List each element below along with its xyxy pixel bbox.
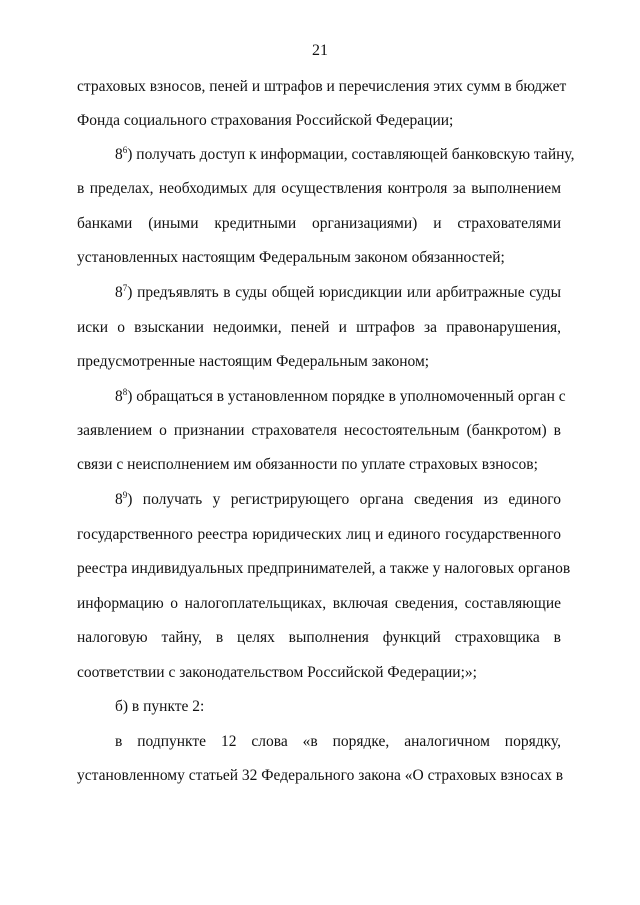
paragraph-first-line: б) в пункте 2: — [115, 698, 205, 715]
line-text: ) предъявлять в суды общей юрисдикции или арбитражные суды — [127, 284, 561, 301]
text-line: страховых взносов, пеней и штрафов и перечисления этих сумм в бюджет — [77, 78, 567, 95]
paragraph-first-line — [115, 145, 575, 166]
text-line: установленных настоящим Федеральным законом обязанностей; — [77, 249, 505, 266]
item-number: 8 — [115, 284, 123, 301]
text-line: связи с неисполнением им обязанности по уплате страховых взносов; — [77, 456, 538, 473]
paragraph-first-line — [115, 490, 561, 511]
text-line: информацию о налогоплательщиках, включая сведения, составляющие — [77, 595, 561, 612]
text-line: государственного реестра юридических лиц и единого государственного — [77, 526, 561, 543]
paragraph-first-line — [115, 387, 566, 408]
item-superscript: 9 — [122, 490, 128, 500]
text-line: соответствии с законодательством Российской Федерации;»; — [77, 664, 477, 681]
line-text: ) получать у регистрирующего органа сведения из единого — [127, 491, 561, 508]
paragraph-first-line: в подпункте 12 слова «в порядке, аналогичном порядку, — [115, 733, 561, 750]
page-number: 21 — [312, 42, 328, 59]
text-line: банками (иными кредитными организациями) и страхователями — [77, 215, 561, 232]
text-line: реестра индивидуальных предпринимателей, а также у налоговых органов — [77, 560, 571, 577]
item-number: 8 — [115, 146, 123, 163]
line-text: ) получать доступ к информации, составляющей банковскую тайну, — [127, 146, 575, 163]
paragraph-first-line — [115, 283, 561, 304]
item-superscript: 8 — [122, 387, 128, 397]
text-line: Фонда социального страхования Российской Федерации; — [77, 112, 454, 129]
text-line: установленному статьей 32 Федерального закона «О страховых взносах в — [77, 767, 564, 784]
item-superscript: 7 — [122, 283, 128, 293]
text-line: предусмотренные настоящим Федеральным законом; — [77, 353, 430, 370]
item-superscript: 6 — [122, 145, 128, 155]
item-number: 8 — [115, 388, 123, 405]
text-line: в пределах, необходимых для осуществления контроля за выполнением — [77, 180, 561, 197]
text-line: налоговую тайну, в целях выполнения функций страховщика в — [77, 629, 561, 646]
text-line: иски о взыскании недоимки, пеней и штрафов за правонарушения, — [77, 319, 561, 336]
text-line: заявлением о признании страхователя несостоятельным (банкротом) в — [77, 422, 561, 439]
item-number: 8 — [115, 491, 123, 508]
line-text: ) обращаться в установленном порядке в уполномоченный орган с — [127, 388, 566, 405]
